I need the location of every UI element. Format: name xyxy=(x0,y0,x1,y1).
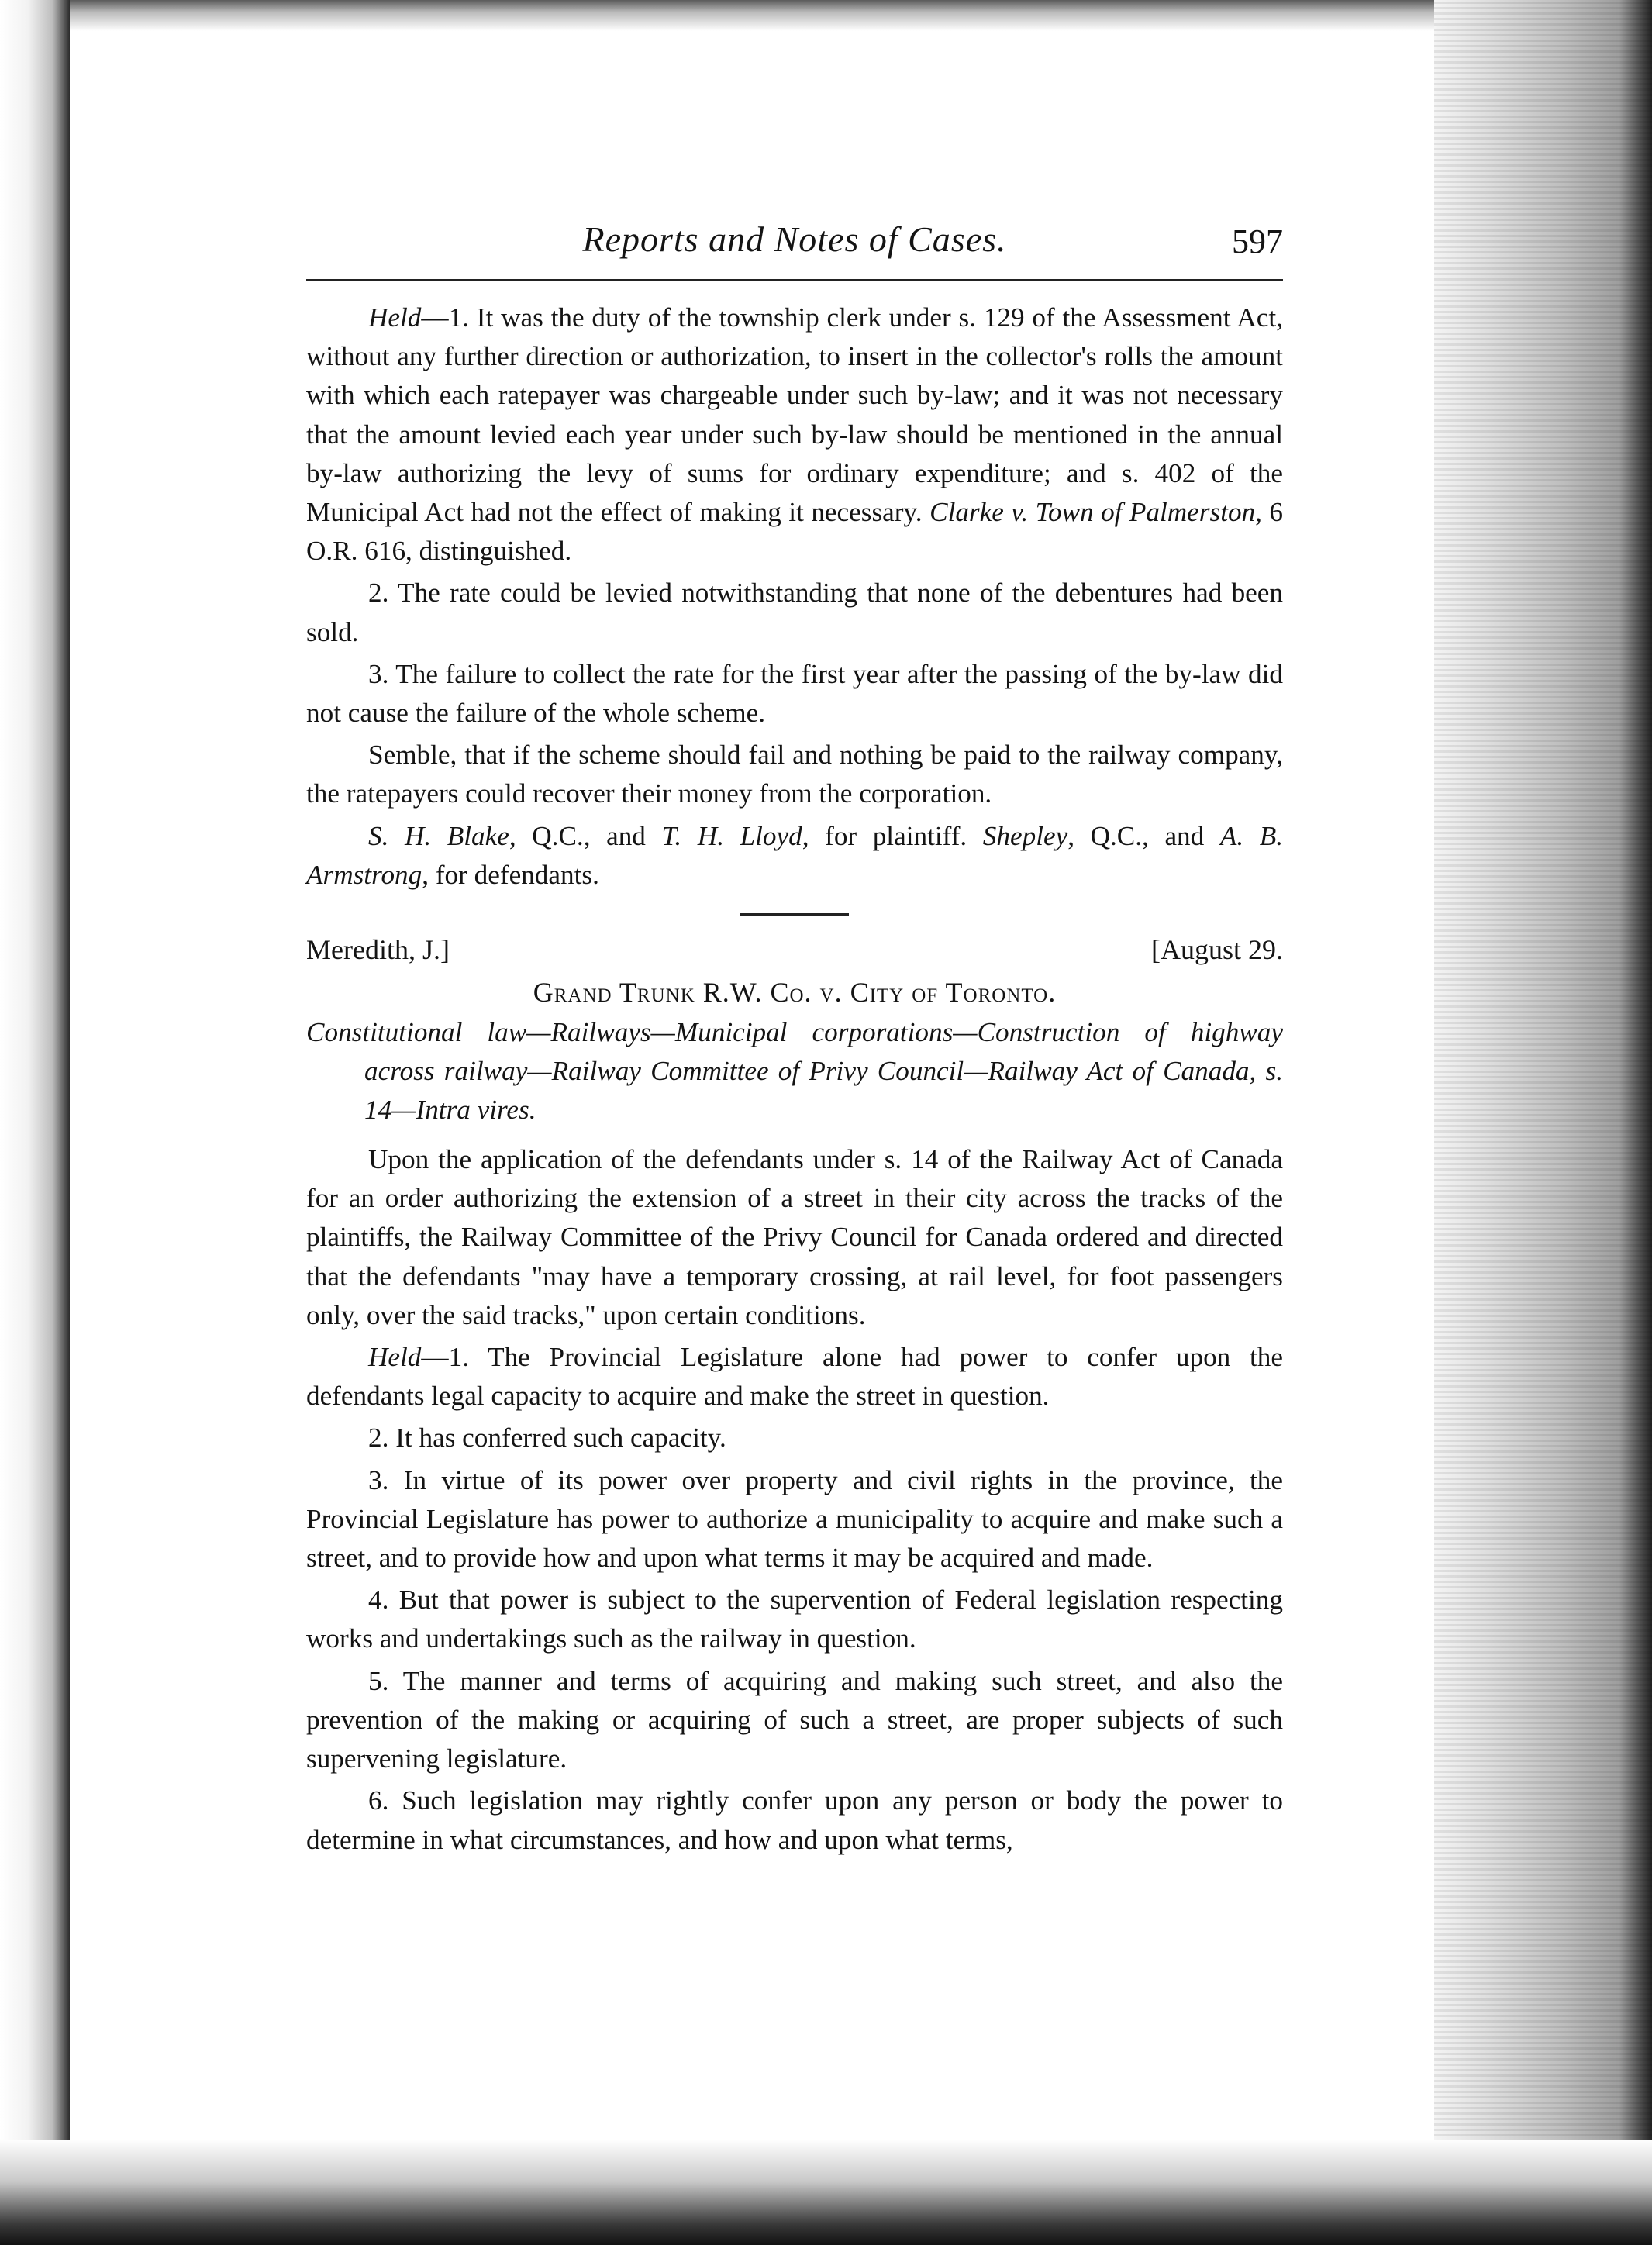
case2-facts: Upon the application of the defendants under s. 14 of the Railway Act of Canada for an order authorizing the extension of a street in their city across the tracks of the plaintiffs, the Railway Committee of the Privy Council for Canada ordered and directed that the defendants "may have a temporary crossing, at rail level, for foot passengers only, over the said tracks," upon certain conditions. xyxy=(306,1144,1283,1330)
judge-line xyxy=(306,929,1283,970)
case2-paragraph-4: 4. But that power is subject to the supervention of Federal legislation respecting works and undertakings such as the railway in question. xyxy=(306,1585,1283,1654)
case1-counsel xyxy=(306,817,1283,895)
cited-case: Clarke v. Town of Palmerston xyxy=(929,497,1256,528)
counsel-text-1: , Q.C., and xyxy=(509,820,662,851)
cited-tail: , 6 O.R. 616, distinguished. xyxy=(306,497,1284,567)
running-title: Reports and Notes of Cases. xyxy=(582,219,1007,259)
counsel-text-3: , Q.C., and xyxy=(1067,820,1220,851)
case2-paragraph-3: 3. In virtue of its power over property and civil rights in the province, the Provincial Legislature has power to authorize a municipality to acquire and make such a street, and to provide how and upon what terms it may be acquired and made. xyxy=(306,1464,1283,1574)
counsel-name-3: Shepley xyxy=(982,820,1068,851)
held-label: Held xyxy=(368,302,422,333)
held-text: —1. It was the duty of the township clerk under s. 129 of the Assessment Act, without any further direction or authorization, to insert in the collector's rolls the amount with which each ratepayer was chargeable under such by-law; and it was not necessary that the amount levied each year under such by-law should be mentioned in the annual by-law authorizing the levy of sums for ordinary expenditure; and s. 402 of the Municipal Act had not the effect of making it necessary. xyxy=(306,302,1283,528)
case2-paragraph-5: 5. The manner and terms of acquiring and making such street, and also the prevention of the making or acquiring of such a street, are proper subjects of such supervening legislature. xyxy=(306,1665,1283,1774)
counsel-text-4: , for defendants. xyxy=(422,859,599,890)
scan-shadow-right xyxy=(1434,0,1652,2245)
case1-paragraph-3: 3. The failure to collect the rate for the first year after the passing of the by-law did not cause the failure of the whole scheme. xyxy=(306,658,1283,729)
scan-shadow-top xyxy=(70,0,1434,31)
page-body xyxy=(306,298,1283,1860)
case1-paragraph-2: 2. The rate could be levied notwithstanding that none of the debentures had been sold. xyxy=(306,578,1283,647)
case1-semble: Semble, that if the scheme should fail and nothing be paid to the railway company, the ratepayers could recover their money from the corporation. xyxy=(306,740,1283,809)
running-head xyxy=(306,217,1283,281)
case1-held-paragraph xyxy=(306,298,1283,571)
scan-shadow-bottom xyxy=(0,2140,1652,2245)
case-title: Grand Trunk R.W. Co. v. City of Toronto. xyxy=(533,977,1057,1009)
scan-shadow-left xyxy=(0,0,70,2245)
held-text-2: —1. The Provincial Legislature alone had power to confer upon the defendants legal capacity to acquire and make the street in question. xyxy=(306,1342,1283,1412)
headnote: Constitutional law—Railways—Municipal corporations—Construction of highway across railway—Railway Committee of Privy Council—Railway Act of Canada, s. 14—Intra vires. xyxy=(306,1017,1283,1126)
case-divider xyxy=(740,913,849,916)
counsel-name-4: A. B. Armstrong xyxy=(306,820,1283,890)
judgment-date: [August 29. xyxy=(1151,934,1283,966)
held-label-2: Held xyxy=(368,1342,422,1373)
page xyxy=(306,217,1283,1860)
counsel-name-1: S. H. Blake xyxy=(368,820,509,851)
case2-held-paragraph xyxy=(306,1338,1283,1416)
page-number: 597 xyxy=(1232,222,1283,260)
judge-name: Meredith, J.] xyxy=(306,934,450,966)
case2-paragraph-2: 2. It has conferred such capacity. xyxy=(368,1423,726,1454)
case2-paragraph-6: 6. Such legislation may rightly confer upon any person or body the power to determine in what circumstances, and how and upon what terms, xyxy=(306,1785,1283,1855)
counsel-name-2: T. H. Lloyd xyxy=(661,820,802,851)
counsel-text-2: , for plaintiff. xyxy=(802,820,983,851)
